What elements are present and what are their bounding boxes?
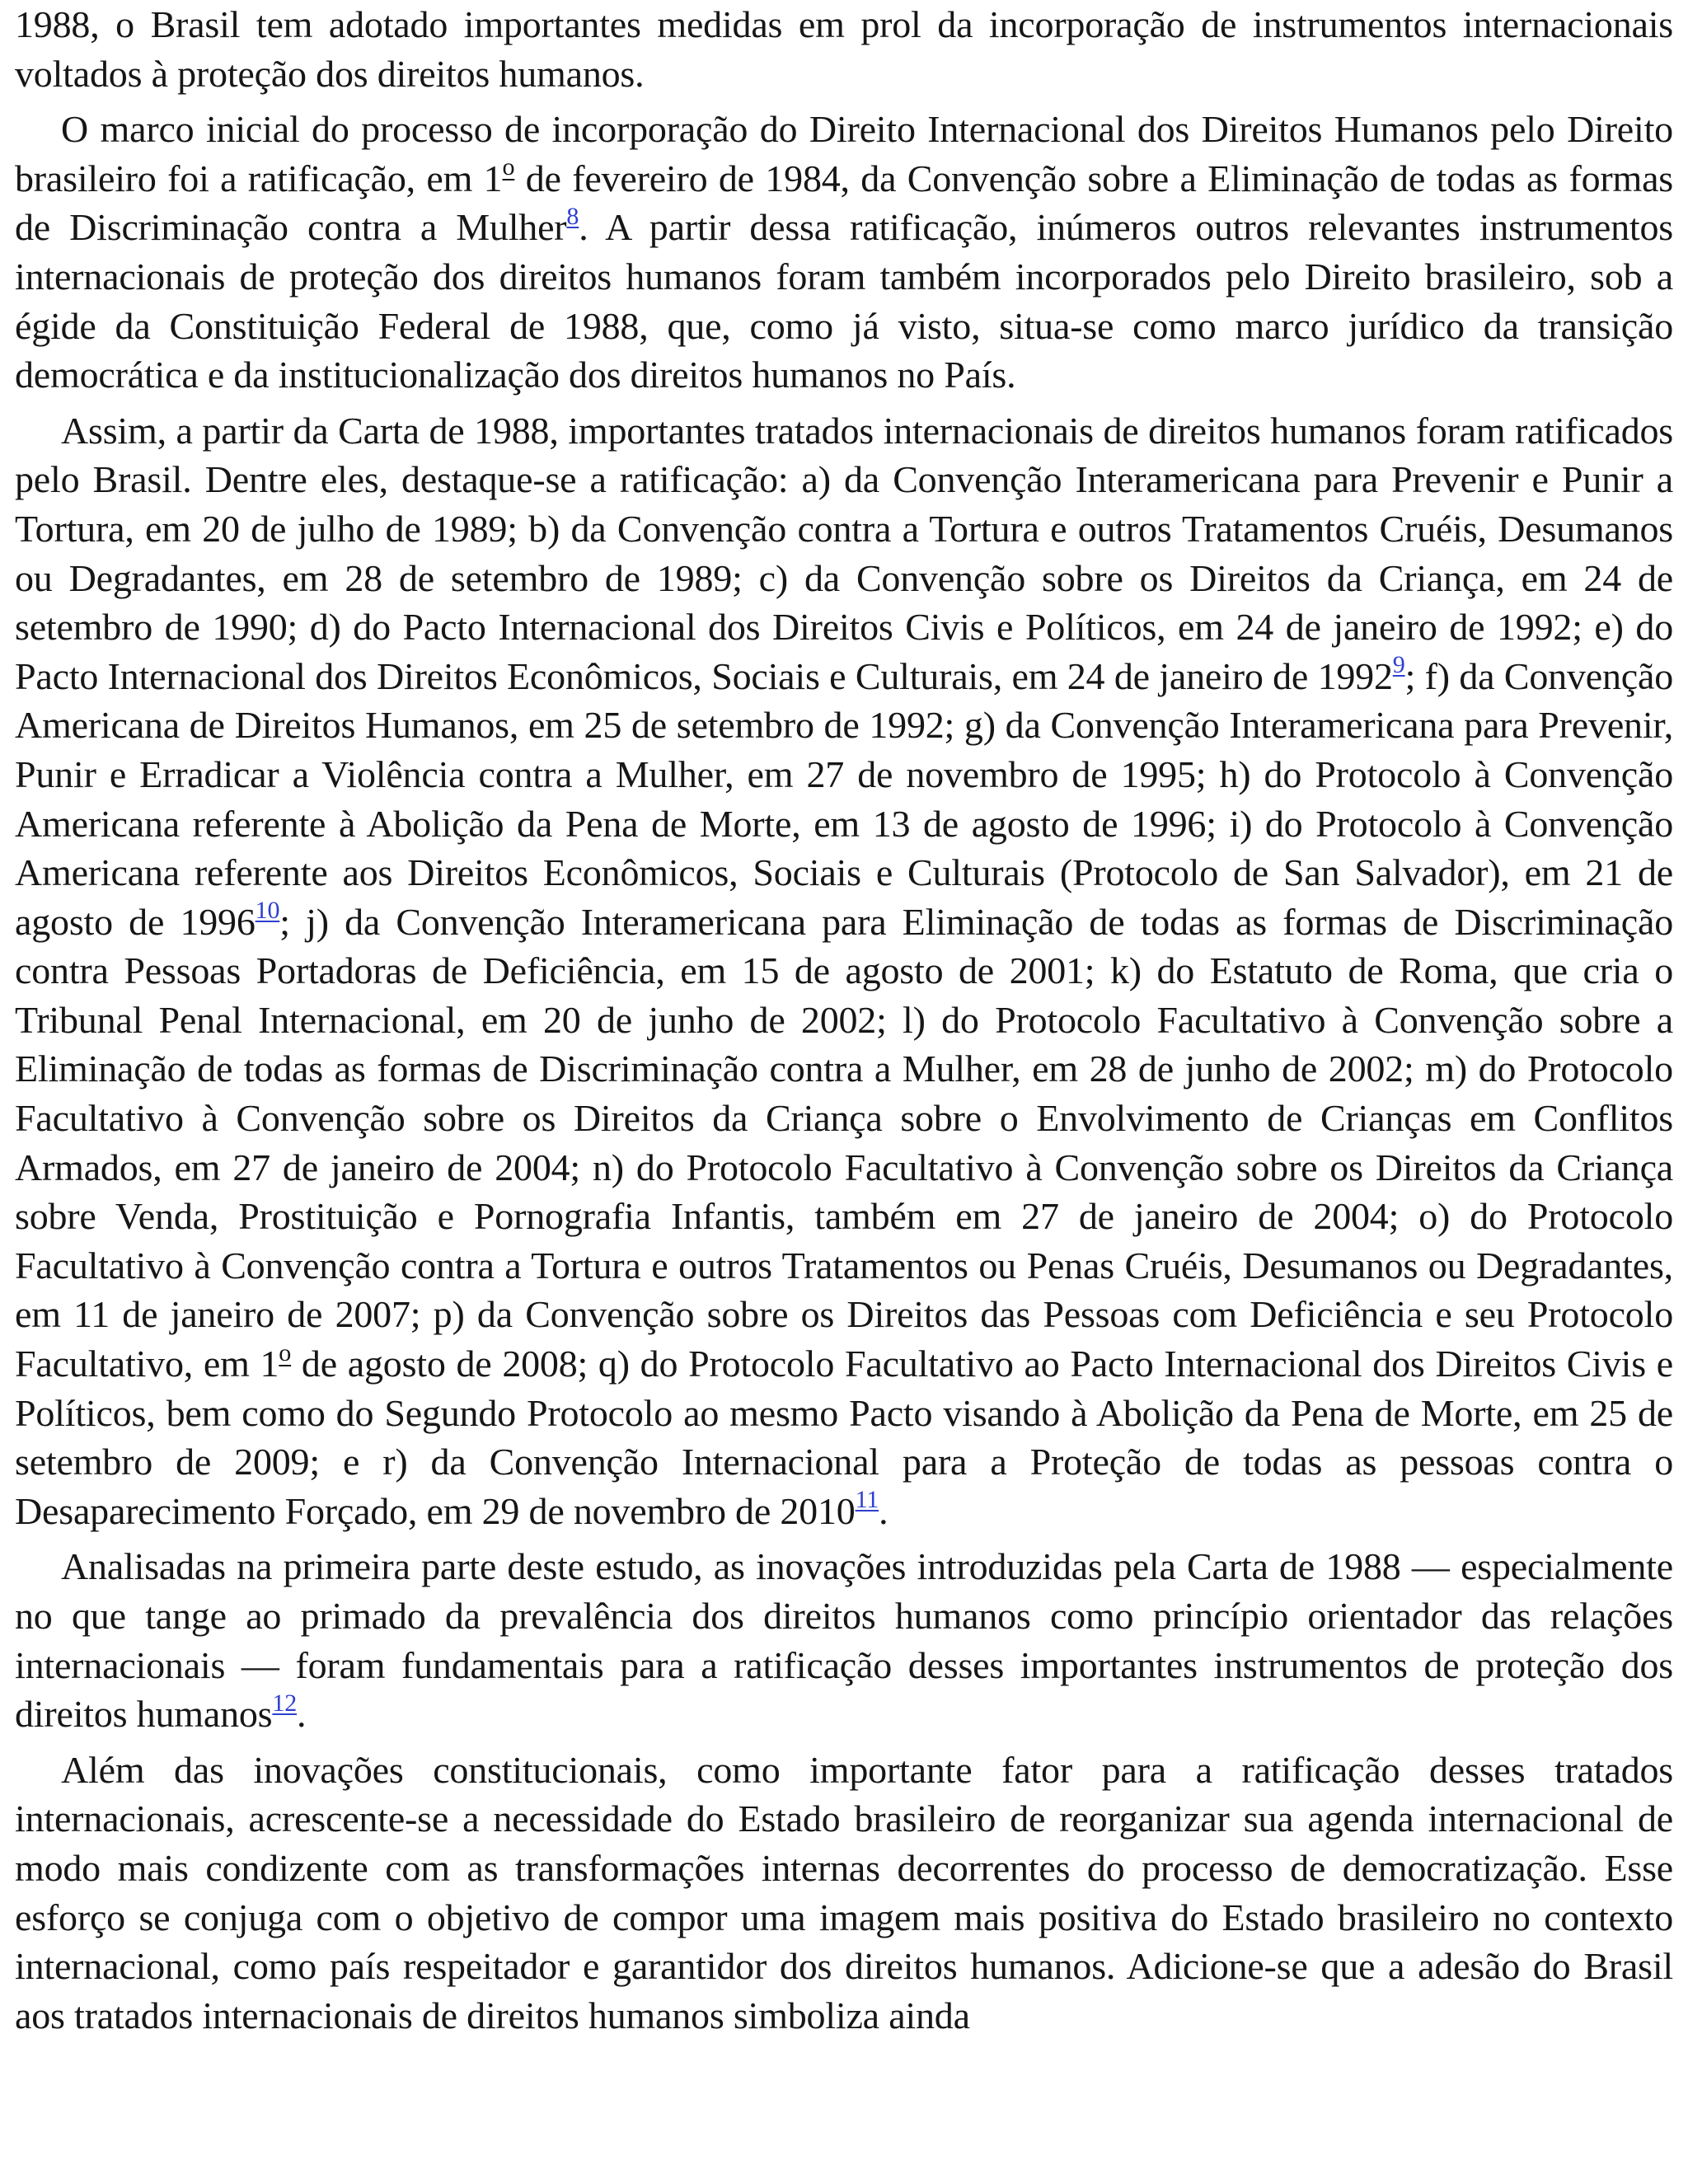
paragraph-text: 1988, o Brasil tem adotado importantes medidas em prol da incorporação de instrumentos internacionais voltados à proteção dos direitos humanos. — [15, 3, 1673, 95]
paragraph-text: O marco inicial do processo de incorporação do Direito Internacional dos Direitos Humanos pelo Direito brasileiro foi a ratificação, em 1 — [15, 108, 1673, 199]
paragraph-text: . — [297, 1693, 307, 1736]
paragraph-text: de fevereiro de 1984, da Convenção sobre a Eliminação de todas as formas de Discriminação contra a Mulher — [15, 157, 1673, 249]
paragraph-text: ; j) da Convenção Interamericana para Eliminação de todas as formas de Discriminação contra Pessoas Portadoras de Deficiência, em 15 de agosto de 2001; k) do Estatuto de Roma, que cria o Tribunal Penal Internacional, em 20 de junho de 2002; l) do Protocolo Facultativo à Convenção sobre a Eliminação de todas as formas de Discriminação contra a Mulher, em 28 de junho de 2002; m) do Protocolo Facultativo à Convenção sobre os Direitos da Criança sobre o Envolvimento de Crianças em Conflitos Armados, em 27 de janeiro de 2004; n) do Protocolo Facultativo à Convenção sobre os Direitos da Criança sobre Venda, Prostituição e Pornografia Infantis, também em 27 de janeiro de 2004; o) do Protocolo Facultativo à Convenção contra a Tortura e outros Tratamentos ou Penas Cruéis, Desumanos ou Degradantes, em 11 de janeiro de 2007; p) da Convenção sobre os Direitos das Pessoas com Deficiência e seu Protocolo Facultativo, em 1 — [15, 900, 1673, 1385]
paragraph-3 — [15, 406, 1673, 1536]
paragraph-text: . — [879, 1489, 889, 1532]
footnote-link-8[interactable]: 8 — [566, 203, 579, 231]
document-page — [15, 0, 1673, 2184]
paragraph-2 — [15, 105, 1673, 400]
ordinal-indicator: o — [502, 153, 515, 181]
footnote-link-11[interactable]: 11 — [855, 1486, 879, 1514]
paragraph-text: de agosto de 2008; q) do Protocolo Facultativo ao Pacto Internacional dos Direitos Civis e Políticos, bem como do Segundo Protocolo ao mesmo Pacto visando à Abolição da Pena de Morte, em 25 de setembro de 2009; e r) da Convenção Internacional para a Proteção de todas as pessoas contra o Desaparecimento Forçado, em 29 de novembro de 2010 — [15, 1343, 1673, 1532]
footnote-link-10[interactable]: 10 — [255, 897, 280, 925]
paragraph-text: Além das inovações constitucionais, como importante fator para a ratificação desses tratados internacionais, acrescente-se a necessidade do Estado brasileiro de reorganizar sua agenda internacional de modo mais condizente com as transformações internas decorrentes do processo de democratização. Esse esforço se conjuga com o objetivo de compor uma imagem mais positiva do Estado brasileiro no contexto internacional, como país respeitador e garantidor dos direitos humanos. Adicione-se que a adesão do Brasil aos tratados internacionais de direitos humanos simboliza ainda — [15, 1748, 1673, 2036]
paragraph-text: Assim, a partir da Carta de 1988, importantes tratados internacionais de direitos humanos foram ratificados pelo Brasil. Dentre eles, destaque-se a ratificação: a) da Convenção Interamericana para Prevenir e Punir a Tortura, em 20 de julho de 1989; b) da Convenção contra a Tortura e outros Tratamentos Cruéis, Desumanos ou Degradantes, em 28 de setembro de 1989; c) da Convenção sobre os Direitos da Criança, em 24 de setembro de 1990; d) do Pacto Internacional dos Direitos Civis e Políticos, em 24 de janeiro de 1992; e) do Pacto Internacional dos Direitos Econômicos, Sociais e Culturais, em 24 de janeiro de 1992 — [15, 409, 1673, 697]
paragraph-1 — [15, 0, 1673, 98]
footnote-link-12[interactable]: 12 — [272, 1689, 297, 1717]
footnote-link-9[interactable]: 9 — [1392, 651, 1405, 679]
ordinal-indicator: o — [279, 1338, 292, 1366]
paragraph-5 — [15, 1746, 1673, 2041]
paragraph-text: ; f) da Convenção Americana de Direitos Humanos, em 25 de setembro de 1992; g) da Convenção Interamericana para Prevenir, Punir e Erradicar a Violência contra a Mulher, em 27 de novembro de 1995; h) do Protocolo à Convenção Americana referente à Abolição da Pena de Morte, em 13 de agosto de 1996; i) do Protocolo à Convenção Americana referente aos Direitos Econômicos, Sociais e Culturais (Protocolo de San Salvador), em 21 de agosto de 1996 — [15, 654, 1673, 943]
paragraph-text: . A partir dessa ratificação, inúmeros outros relevantes instrumentos internacionais de proteção dos direitos humanos foram também incorporados pelo Direito brasileiro, sob a égide da Constituição Federal de 1988, que, como já visto, situa-se como marco jurídico da transição democrática e da institucionalização dos direitos humanos no País. — [15, 206, 1673, 396]
paragraph-text: Analisadas na primeira parte deste estudo, as inovações introduzidas pela Carta de 1988 — especialmente no que tange ao primado da prevalência dos direitos humanos como princípio orientador das relações internacionais — foram fundamentais para a ratificação desses importantes instrumentos de proteção dos direitos humanos — [15, 1545, 1673, 1736]
paragraph-4 — [15, 1542, 1673, 1738]
